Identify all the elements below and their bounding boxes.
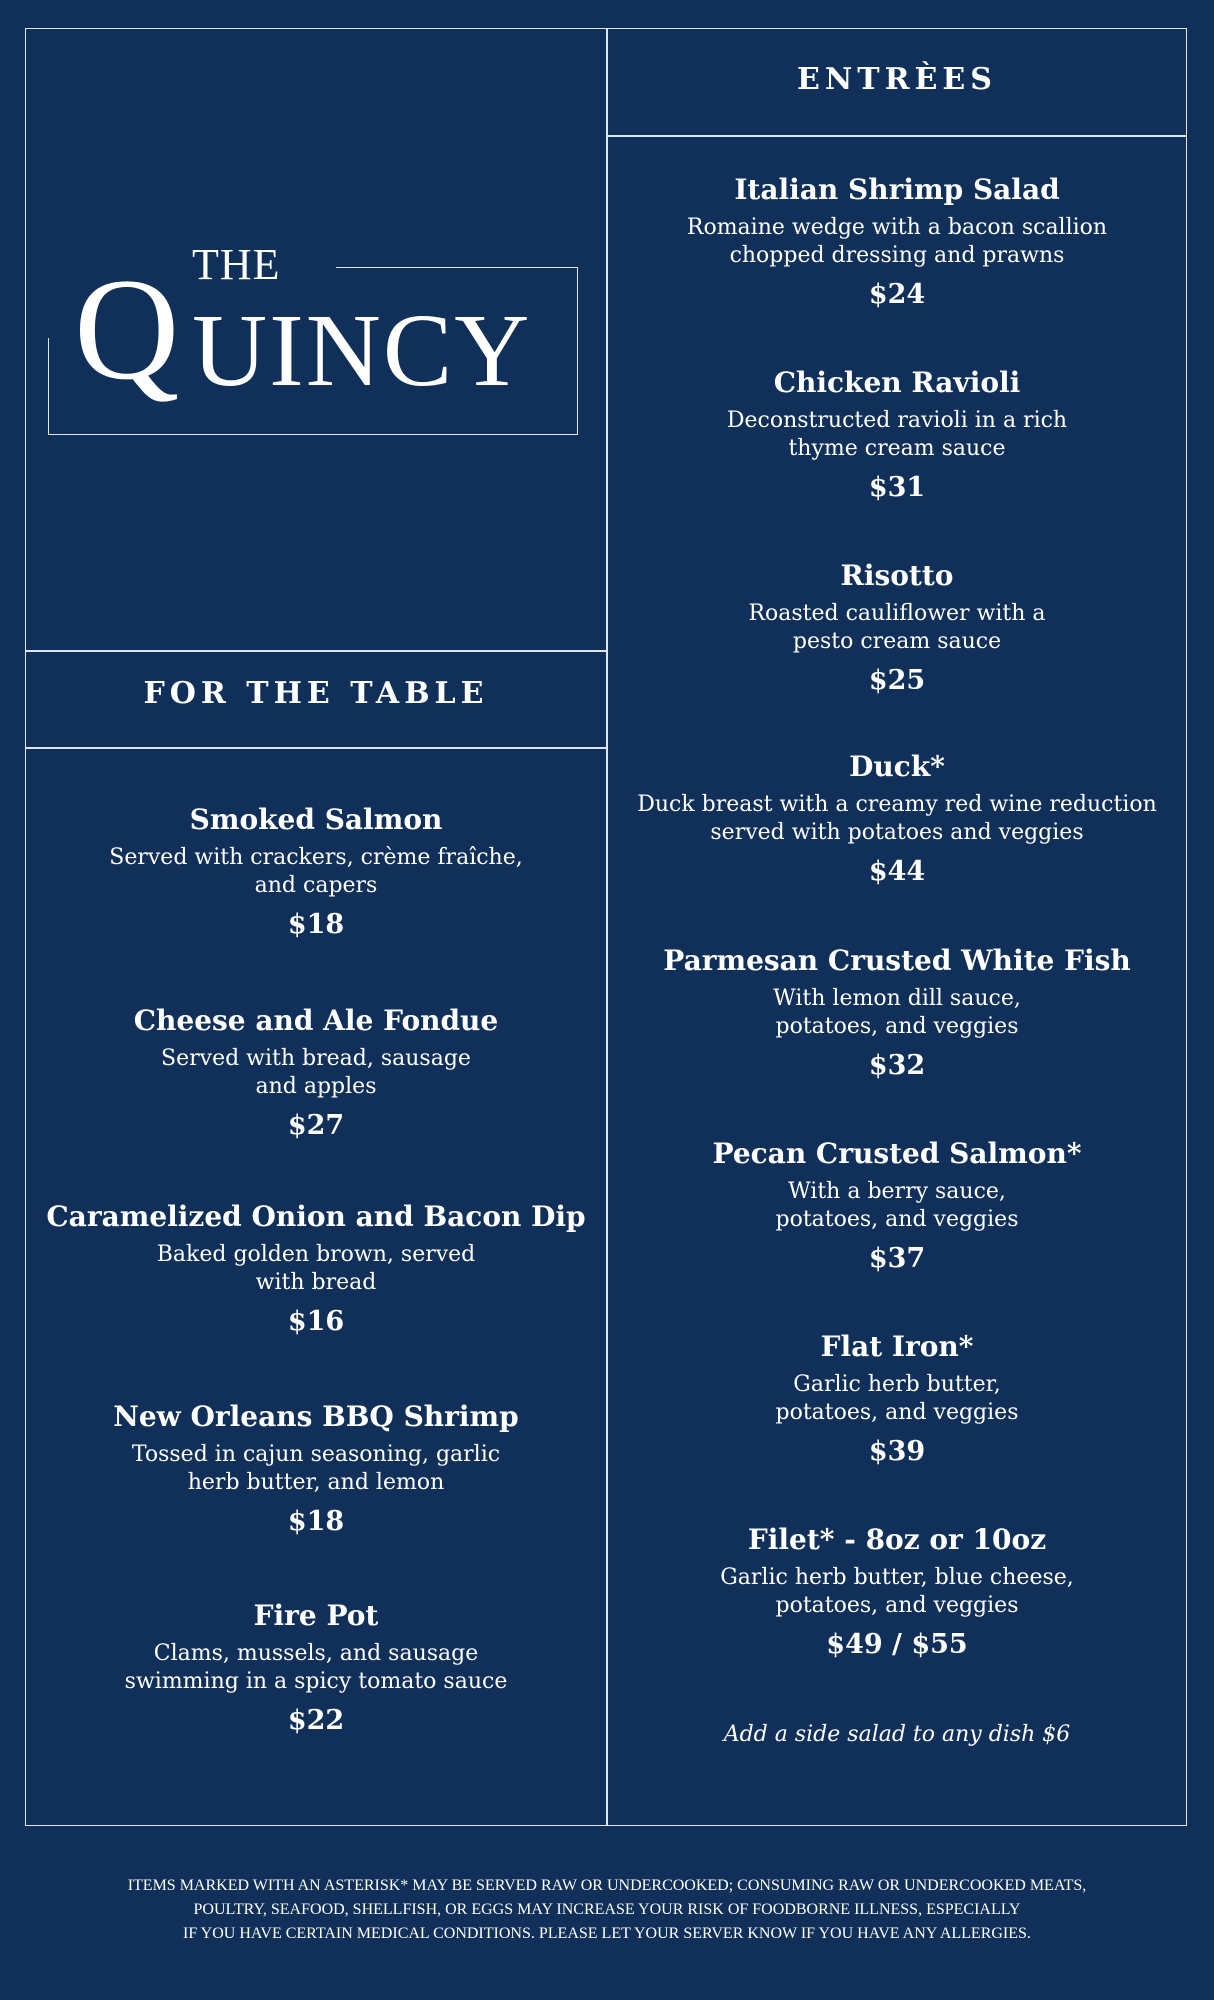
item-description: Served with bread, sausage and apples [161,1046,471,1099]
item-price: $18 [287,909,345,940]
item-price: $24 [868,279,926,310]
menu-item [609,749,1185,889]
item-name: Risotto [840,559,954,592]
logo-uincy: UINCY [192,293,532,408]
column-divider [606,28,608,1826]
item-price: $39 [868,1436,926,1467]
logo-mask-left [42,260,56,338]
restaurant-logo [46,240,586,440]
divider-right-top [606,135,1187,137]
item-name: Duck* [849,750,945,783]
menu-item [609,558,1185,698]
item-name: Fire Pot [253,1599,379,1632]
heading-for-the-table: FOR THE TABLE [143,676,489,711]
item-price: $25 [868,665,926,696]
menu-item [28,1199,604,1339]
item-name: Smoked Salmon [189,803,443,836]
divider-left-bottom [25,747,607,749]
item-name: Italian Shrimp Salad [734,173,1060,206]
menu-item [28,802,604,942]
logo-the: THE [192,240,281,289]
item-name: Pecan Crusted Salmon* [712,1137,1082,1170]
item-name: Cheese and Ale Fondue [133,1004,499,1037]
menu-item [609,172,1185,312]
item-description: Romaine wedge with a bacon scallion chopped dressing and prawns [686,215,1108,268]
menu-item [609,365,1185,505]
item-price: $32 [868,1050,926,1081]
item-description: With a berry sauce, potatoes, and veggies [775,1179,1019,1232]
item-description: Tossed in cajun seasoning, garlic herb butter, and lemon [131,1442,501,1495]
logo-q: Q [74,248,180,410]
item-price: $16 [287,1306,345,1337]
item-name: Caramelized Onion and Bacon Dip [46,1200,586,1233]
menu-item [609,943,1185,1083]
item-price: $37 [868,1243,926,1274]
item-price: $44 [868,856,926,887]
menu-item [609,1329,1185,1469]
item-price: $31 [868,472,926,503]
divider-left-top [25,650,607,652]
menu-item [609,1136,1185,1276]
heading-entrees: ENTRÈES [797,62,997,97]
item-description: Roasted cauliflower with a pesto cream sauce [748,601,1046,654]
item-price: $22 [287,1705,345,1736]
item-description: Duck breast with a creamy red wine reduction served with potatoes and veggies [637,792,1157,845]
menu-item [28,1598,604,1738]
side-salad-note: Add a side salad to any dish $6 [723,1722,1071,1747]
raw-food-disclaimer: ITEMS MARKED WITH AN ASTERISK* MAY BE SERVED RAW OR UNDERCOOKED; CONSUMING RAW OR UNDERCOOKED MEATS, POULTRY, SEAFOOD, SHELLFISH, OR EGGS MAY INCREASE YOUR RISK OF FOODBORNE ILLNESS, ESPECIALLY IF YOU HAVE CERTAIN MEDICAL CONDITIONS. PLEASE LET YOUR SERVER KNOW IF YOU HAVE ANY ALLERGIES. [127,1877,1087,1942]
item-price: $27 [287,1110,345,1141]
item-name: Filet* - 8oz or 10oz [747,1523,1047,1556]
menu-item [28,1003,604,1143]
item-description: Garlic herb butter, blue cheese, potatoes, and veggies [720,1565,1074,1618]
item-description: Baked golden brown, served with bread [156,1242,476,1295]
item-price: $49 / $55 [826,1629,968,1660]
item-name: Chicken Ravioli [773,366,1021,399]
item-name: New Orleans BBQ Shrimp [113,1400,519,1433]
item-name: Flat Iron* [820,1330,974,1363]
item-description: With lemon dill sauce, potatoes, and veggies [773,986,1021,1039]
menu-item [28,1399,604,1539]
item-description: Garlic herb butter, potatoes, and veggies [775,1372,1019,1425]
item-price: $18 [287,1506,345,1537]
item-name: Parmesan Crusted White Fish [663,944,1131,977]
item-description: Served with crackers, crème fraîche, and capers [109,845,523,898]
item-description: Clams, mussels, and sausage swimming in a spicy tomato sauce [124,1641,508,1694]
menu-item [609,1522,1185,1662]
item-description: Deconstructed ravioli in a rich thyme cream sauce [726,408,1068,461]
